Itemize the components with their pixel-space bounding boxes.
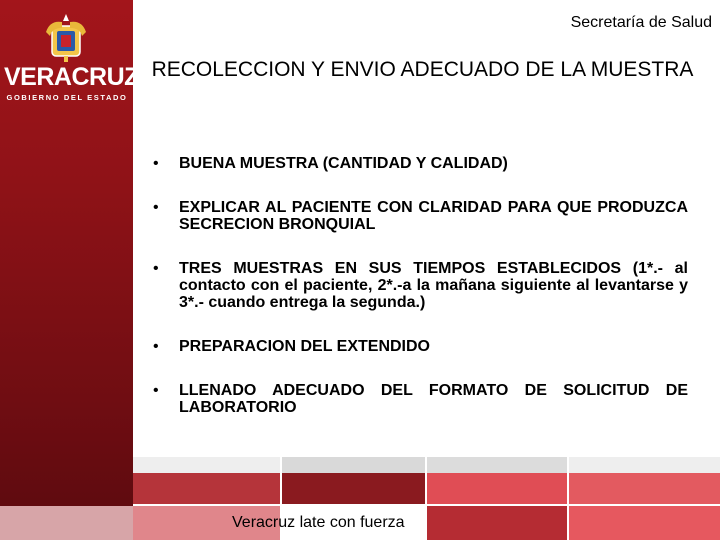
bullet-icon: • <box>153 382 159 399</box>
bullet-text: LLENADO ADECUADO DEL FORMATO DE SOLICITUD DE LABORATORIO <box>179 382 688 416</box>
brand-subtitle: GOBIERNO DEL ESTADO <box>6 93 128 102</box>
list-item <box>150 199 688 233</box>
bullet-text: EXPLICAR AL PACIENTE CON CLARIDAD PARA QUE PRODUZCA SECRECION BRONQUIAL <box>179 199 688 233</box>
list-item <box>150 260 688 311</box>
footer-block <box>427 506 567 540</box>
bullet-text: PREPARACION DEL EXTENDIDO <box>179 338 430 355</box>
footer-block <box>569 457 720 473</box>
footer-block <box>569 506 720 540</box>
footer-block <box>282 473 425 504</box>
sidebar-band <box>0 0 139 540</box>
brand-name: VERACRUZ <box>4 63 139 91</box>
footer-block <box>427 457 567 473</box>
bullet-text: BUENA MUESTRA (CANTIDAD Y CALIDAD) <box>179 155 508 172</box>
footer-block <box>0 506 133 540</box>
list-item <box>150 155 688 172</box>
footer-block <box>133 457 280 473</box>
bullet-list <box>150 155 688 443</box>
bullet-icon: • <box>153 260 159 277</box>
footer-block <box>427 473 567 504</box>
department-header: Secretaría de Salud <box>570 14 712 31</box>
bullet-icon: • <box>153 199 159 216</box>
footer-block <box>569 473 720 504</box>
list-item <box>150 382 688 416</box>
bullet-text: TRES MUESTRAS EN SUS TIEMPOS ESTABLECIDOS (1*.- al contacto con el paciente, 2*.-a la mañana siguiente al levantarse y 3*.- cuando entrega la segunda.) <box>179 260 688 311</box>
list-item <box>150 338 688 355</box>
footer-block <box>282 457 425 473</box>
slide-title: RECOLECCION Y ENVIO ADECUADO DE LA MUESTRA <box>151 58 694 81</box>
footer-slogan: Veracruz late con fuerza <box>232 514 405 531</box>
footer-block <box>133 473 280 504</box>
bullet-icon: • <box>153 338 159 355</box>
coat-of-arms-icon <box>40 12 92 64</box>
bullet-icon: • <box>153 155 159 172</box>
